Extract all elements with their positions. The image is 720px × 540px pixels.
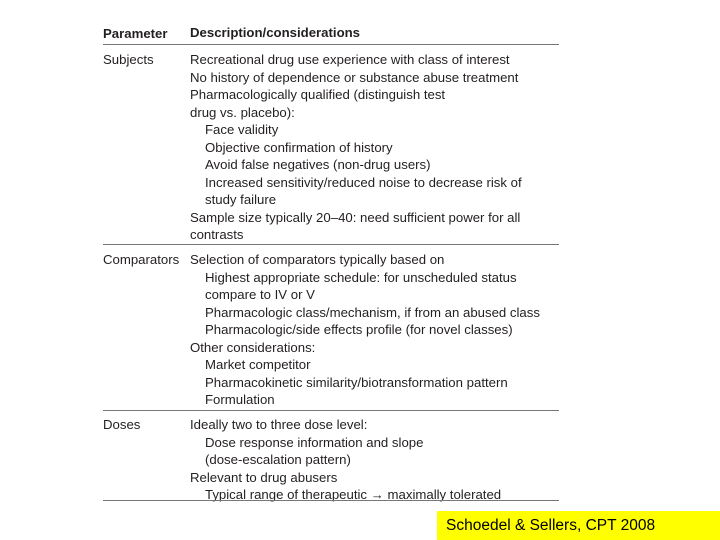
description-line: Pharmacologic/side effects profile (for novel classes) (205, 322, 513, 337)
header-parameter: Parameter (103, 26, 168, 41)
description-line: Relevant to drug abusers (190, 469, 338, 485)
table-bottom-rule (103, 500, 559, 501)
description-line: Formulation (205, 392, 275, 407)
row-parameter: Comparators (103, 252, 180, 267)
citation-label: Schoedel & Sellers, CPT 2008 (437, 511, 720, 540)
description-line: No history of dependence or substance abuse treatment (190, 69, 519, 85)
table-header (103, 25, 559, 43)
description-line: Recreational drug use experience with class of interest (190, 52, 510, 67)
header-description: Description/considerations (190, 25, 361, 40)
row-description (190, 51, 522, 244)
description-line: Ideally two to three dose level: (190, 417, 368, 432)
description-line: drug vs. placebo): (190, 104, 295, 120)
description-line: Face validity (205, 122, 279, 137)
row-parameter: Doses (103, 417, 141, 432)
description-line: Increased sensitivity/reduced noise to decrease risk of (205, 174, 522, 190)
description-line: (dose-escalation pattern) (205, 452, 351, 467)
description-line: study failure (205, 192, 277, 207)
description-line: Pharmacokinetic similarity/biotransformation pattern (205, 374, 508, 390)
description-line: Selection of comparators typically based on (190, 252, 445, 267)
row-parameter: Subjects (103, 52, 154, 67)
description-line: Sample size typically 20–40: need sufficient power for all (190, 209, 521, 225)
description-line: Pharmacologically qualified (distinguish test (190, 87, 446, 102)
description-line: contrasts (190, 227, 244, 242)
row-description (190, 251, 540, 409)
description-line: Objective confirmation of history (205, 139, 393, 155)
description-line: Market competitor (205, 357, 311, 372)
row-rule (103, 410, 559, 411)
description-line: Highest appropriate schedule: for unscheduled status (205, 269, 517, 285)
row-description (190, 416, 501, 504)
description-line: Other considerations: (190, 339, 316, 355)
description-line: Dose response information and slope (205, 434, 424, 450)
description-line: Avoid false negatives (non-drug users) (205, 157, 431, 172)
header-rule (103, 44, 559, 45)
description-line: Typical range of therapeutic → maximally tolerated (205, 487, 502, 502)
description-line: compare to IV or V (205, 287, 315, 302)
row-rule (103, 244, 559, 245)
description-line: Pharmacologic class/mechanism, if from an abused class (205, 304, 540, 320)
